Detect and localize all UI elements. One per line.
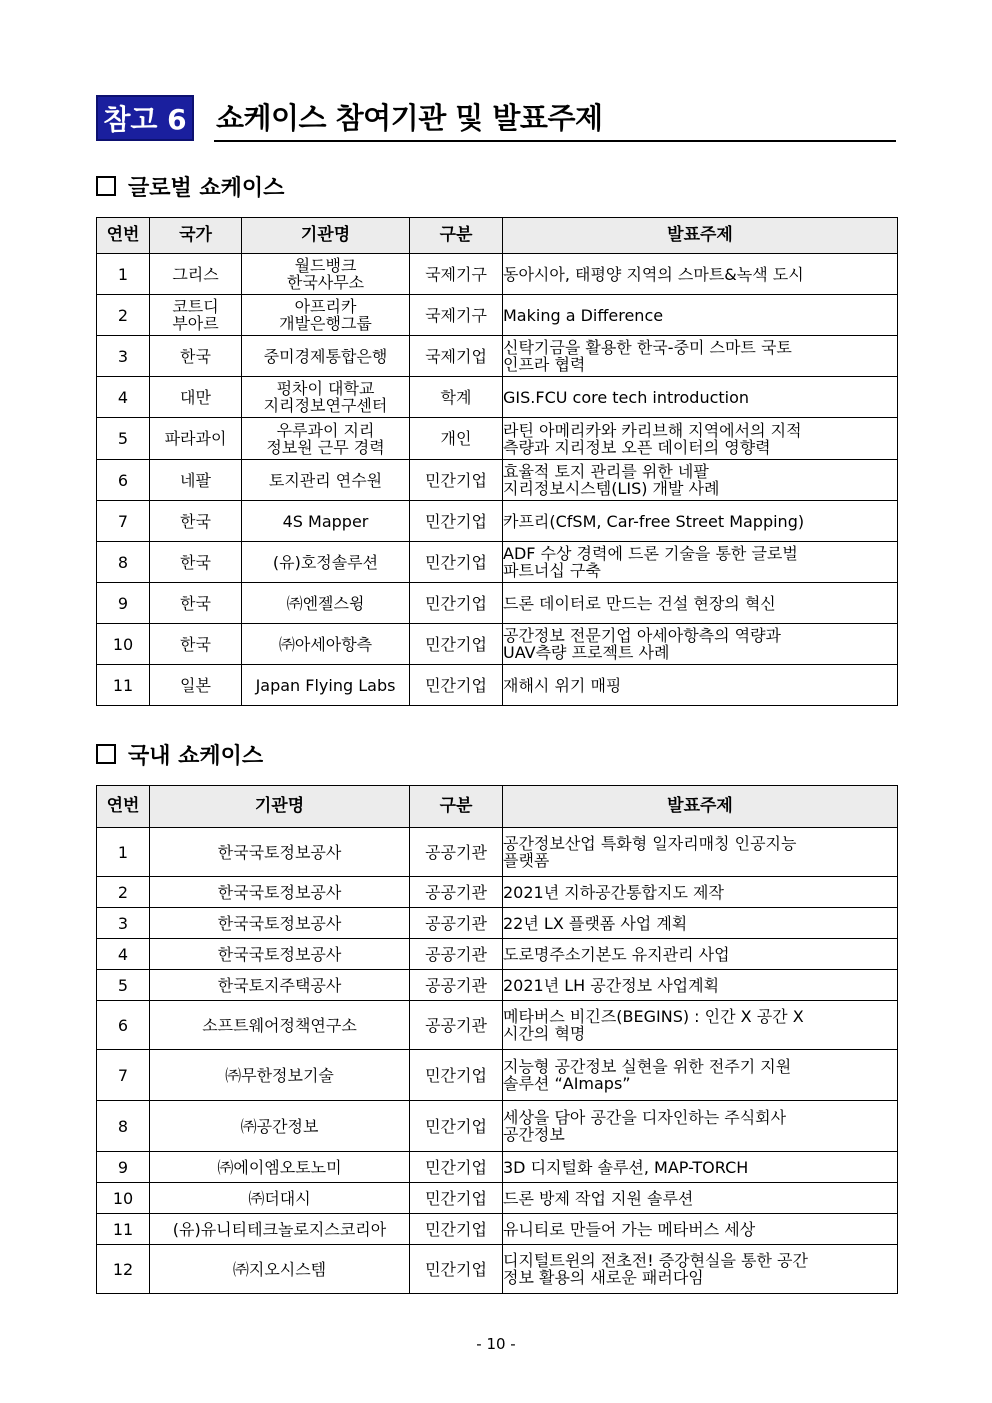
country-cell: 한국 (150, 542, 242, 583)
row-number: 11 (97, 1214, 150, 1245)
page-title: 쇼케이스 참여기관 및 발표주제 (216, 101, 603, 135)
row-number: 8 (97, 542, 150, 583)
row-number: 7 (97, 1050, 150, 1101)
org-cell: ㈜에이엠오토노미 (150, 1152, 410, 1183)
row-number: 3 (97, 336, 150, 377)
org-cell: 소프트웨어정책연구소 (150, 1001, 410, 1050)
table-row (97, 583, 898, 624)
row-number: 10 (97, 1183, 150, 1214)
org-cell: 중미경제통합은행 (242, 336, 410, 377)
topic-cell: 드론 방제 작업 지원 솔루션 (503, 1183, 898, 1214)
country-cell: 한국 (150, 624, 242, 665)
type-cell: 공공기관 (410, 908, 503, 939)
country-cell: 한국 (150, 501, 242, 542)
topic-cell: 2021년 LH 공간정보 사업계획 (503, 970, 898, 1001)
row-number: 12 (97, 1245, 150, 1294)
topic-cell: 드론 데이터로 만드는 건설 현장의 혁신 (503, 583, 898, 624)
topic-cell: 세상을 담아 공간을 디자인하는 주식회사 공간정보 (503, 1101, 898, 1152)
topic-cell: GIS.FCU core tech introduction (503, 377, 898, 418)
header-topic: 발표주제 (503, 218, 898, 254)
org-cell: ㈜엔젤스윙 (242, 583, 410, 624)
table-row (97, 336, 898, 377)
page-number: - 10 - (476, 1335, 516, 1353)
type-cell: 민간기업 (410, 1101, 503, 1152)
table-row (97, 970, 898, 1001)
topic-cell: 재해시 위기 매핑 (503, 665, 898, 706)
table-row (97, 295, 898, 336)
org-cell: ㈜공간정보 (150, 1101, 410, 1152)
header-no: 연번 (97, 786, 150, 828)
topic-cell: 2021년 지하공간통합지도 제작 (503, 877, 898, 908)
country-cell: 파라과이 (150, 418, 242, 460)
org-cell: 한국토지주택공사 (150, 970, 410, 1001)
global-section-heading (96, 171, 284, 201)
header-org: 기관명 (242, 218, 410, 254)
org-cell: 4S Mapper (242, 501, 410, 542)
type-cell: 민간기업 (410, 1245, 503, 1294)
row-number: 4 (97, 939, 150, 970)
checkbox-icon (96, 176, 116, 196)
table-row (97, 1214, 898, 1245)
org-cell: 우루과이 지리 정보원 근무 경력 (242, 418, 410, 460)
row-number: 2 (97, 295, 150, 336)
type-cell: 국제기구 (410, 254, 503, 295)
global-showcase-table (96, 217, 898, 706)
row-number: 8 (97, 1101, 150, 1152)
org-cell: 월드뱅크 한국사무소 (242, 254, 410, 295)
org-cell: 한국국토정보공사 (150, 828, 410, 877)
topic-cell: 효율적 토지 관리를 위한 네팔 지리정보시스템(LIS) 개발 사례 (503, 460, 898, 501)
country-cell: 일본 (150, 665, 242, 706)
topic-cell: 카프리(CfSM, Car-free Street Mapping) (503, 501, 898, 542)
topic-cell: 라틴 아메리카와 카리브해 지역에서의 지적 측량과 지리정보 오픈 데이터의 영향력 (503, 418, 898, 460)
header-type: 구분 (410, 786, 503, 828)
table-row (97, 1101, 898, 1152)
org-cell: ㈜아세아항측 (242, 624, 410, 665)
topic-cell: Making a Difference (503, 295, 898, 336)
header-no: 연번 (97, 218, 150, 254)
org-cell: (유)유니티테크놀로지스코리아 (150, 1214, 410, 1245)
type-cell: 공공기관 (410, 939, 503, 970)
type-cell: 국제기구 (410, 295, 503, 336)
type-cell: 공공기관 (410, 877, 503, 908)
table-row (97, 624, 898, 665)
topic-cell: 공간정보산업 특화형 일자리매칭 인공지능 플랫폼 (503, 828, 898, 877)
org-cell: ㈜지오시스템 (150, 1245, 410, 1294)
type-cell: 민간기업 (410, 1050, 503, 1101)
country-cell: 그리스 (150, 254, 242, 295)
row-number: 9 (97, 583, 150, 624)
type-cell: 민간기업 (410, 624, 503, 665)
type-cell: 공공기관 (410, 1001, 503, 1050)
topic-cell: 메타버스 비긴즈(BEGINS) : 인간 X 공간 X 시간의 혁명 (503, 1001, 898, 1050)
domestic-heading-text: 국내 쇼케이스 (128, 743, 264, 769)
org-cell: Japan Flying Labs (242, 665, 410, 706)
domestic-section-heading (96, 739, 263, 769)
type-cell: 국제기업 (410, 336, 503, 377)
type-cell: 공공기관 (410, 970, 503, 1001)
row-number: 9 (97, 1152, 150, 1183)
type-cell: 민간기업 (410, 1152, 503, 1183)
table-row (97, 1245, 898, 1294)
table-row (97, 908, 898, 939)
country-cell: 한국 (150, 336, 242, 377)
table-row (97, 877, 898, 908)
table-row (97, 377, 898, 418)
row-number: 6 (97, 460, 150, 501)
type-cell: 개인 (410, 418, 503, 460)
header-topic: 발표주제 (503, 786, 898, 828)
country-cell: 코트디 부아르 (150, 295, 242, 336)
type-cell: 민간기업 (410, 542, 503, 583)
topic-cell: 동아시아, 태평양 지역의 스마트&녹색 도시 (503, 254, 898, 295)
table-row (97, 1050, 898, 1101)
topic-cell: 3D 디지털화 솔루션, MAP-TORCH (503, 1152, 898, 1183)
topic-cell: 지능형 공간정보 실현을 위한 전주기 지원 솔루션 “AImaps” (503, 1050, 898, 1101)
org-cell: ㈜무한정보기술 (150, 1050, 410, 1101)
title-underline (214, 140, 896, 142)
row-number: 3 (97, 908, 150, 939)
domestic-showcase-table (96, 785, 898, 1294)
table-row (97, 1183, 898, 1214)
topic-cell: 22년 LX 플랫폼 사업 계획 (503, 908, 898, 939)
type-cell: 민간기업 (410, 1214, 503, 1245)
topic-cell: 공간정보 전문기업 아세아항측의 역량과 UAV측량 프로젝트 사례 (503, 624, 898, 665)
table-row (97, 828, 898, 877)
row-number: 6 (97, 1001, 150, 1050)
row-number: 11 (97, 665, 150, 706)
topic-cell: 신탁기금을 활용한 한국-중미 스마트 국토 인프라 협력 (503, 336, 898, 377)
table-row (97, 254, 898, 295)
row-number: 7 (97, 501, 150, 542)
topic-cell: ADF 수상 경력에 드론 기술을 통한 글로벌 파트너십 구축 (503, 542, 898, 583)
checkbox-icon (96, 744, 116, 764)
type-cell: 학계 (410, 377, 503, 418)
global-heading-text: 글로벌 쇼케이스 (128, 175, 285, 201)
page-title-row (96, 95, 896, 143)
row-number: 1 (97, 828, 150, 877)
country-cell: 네팔 (150, 460, 242, 501)
header-type: 구분 (410, 218, 503, 254)
header-org: 기관명 (150, 786, 410, 828)
row-number: 1 (97, 254, 150, 295)
table-row (97, 1152, 898, 1183)
org-cell: 한국국토정보공사 (150, 939, 410, 970)
table-row (97, 939, 898, 970)
country-cell: 한국 (150, 583, 242, 624)
type-cell: 민간기업 (410, 501, 503, 542)
table-row (97, 460, 898, 501)
topic-cell: 유니티로 만들어 가는 메타버스 세상 (503, 1214, 898, 1245)
type-cell: 민간기업 (410, 460, 503, 501)
row-number: 5 (97, 418, 150, 460)
row-number: 2 (97, 877, 150, 908)
reference-badge: 참고 6 (96, 95, 194, 141)
org-cell: ㈜더대시 (150, 1183, 410, 1214)
type-cell: 민간기업 (410, 1183, 503, 1214)
org-cell: 아프리카 개발은행그룹 (242, 295, 410, 336)
table-row (97, 542, 898, 583)
type-cell: 민간기업 (410, 583, 503, 624)
org-cell: 한국국토정보공사 (150, 908, 410, 939)
table-row (97, 418, 898, 460)
header-country: 국가 (150, 218, 242, 254)
table-row (97, 1001, 898, 1050)
type-cell: 공공기관 (410, 828, 503, 877)
row-number: 4 (97, 377, 150, 418)
table-row (97, 501, 898, 542)
country-cell: 대만 (150, 377, 242, 418)
org-cell: 한국국토정보공사 (150, 877, 410, 908)
org-cell: 토지관리 연수원 (242, 460, 410, 501)
row-number: 10 (97, 624, 150, 665)
org-cell: (유)호정솔루션 (242, 542, 410, 583)
topic-cell: 디지털트윈의 전초전! 증강현실을 통한 공간 정보 활용의 새로운 패러다임 (503, 1245, 898, 1294)
row-number: 5 (97, 970, 150, 1001)
org-cell: 펑차이 대학교 지리정보연구센터 (242, 377, 410, 418)
type-cell: 민간기업 (410, 665, 503, 706)
table-row (97, 665, 898, 706)
topic-cell: 도로명주소기본도 유지관리 사업 (503, 939, 898, 970)
